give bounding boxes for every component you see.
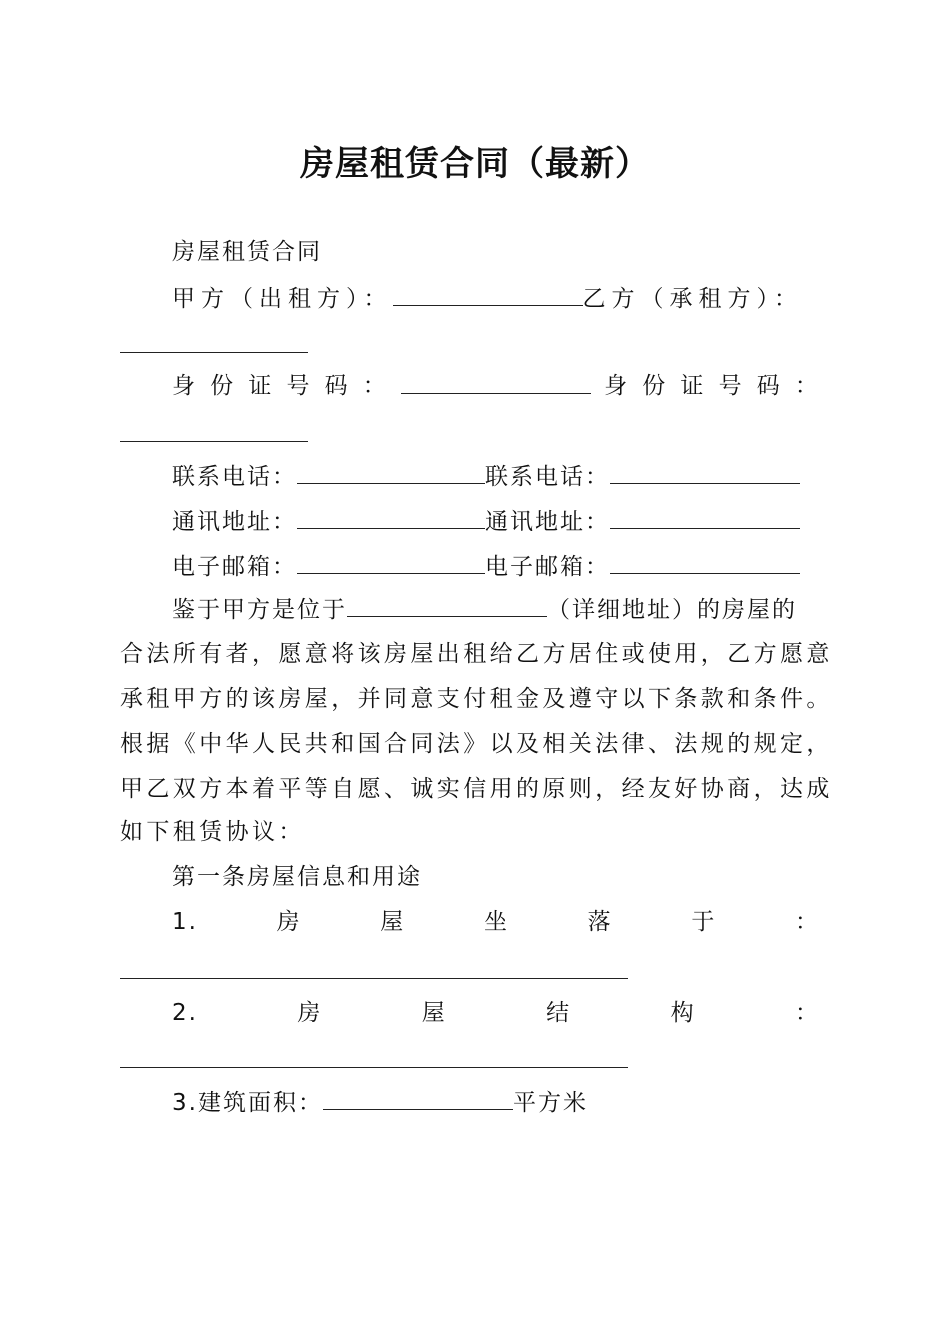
item-2-line xyxy=(172,998,820,1028)
area-label: 3.建筑面积： xyxy=(172,1090,323,1116)
paragraph-line: 甲乙双方本着平等自愿、诚实信用的原则，经友好协商，达成 xyxy=(120,776,833,802)
phone-a-blank[interactable] xyxy=(297,461,485,484)
item-char: ： xyxy=(794,1000,820,1026)
party-line xyxy=(172,283,803,314)
phone-b-blank[interactable] xyxy=(610,461,800,484)
paragraph-line: 承租甲方的该房屋，并同意支付租金及遵守以下条款和条件。 xyxy=(120,686,833,712)
item-char: 屋 xyxy=(421,1000,447,1026)
id-char: 份 xyxy=(210,373,236,399)
address-label-b: 通讯地址： xyxy=(485,509,610,535)
item-1-line xyxy=(172,907,820,937)
id-char: 证 xyxy=(248,373,274,399)
contact-email-line xyxy=(172,551,800,582)
area-blank[interactable] xyxy=(323,1087,513,1110)
id-char: 号 xyxy=(718,373,744,399)
phone-label-b: 联系电话： xyxy=(485,464,610,490)
area-unit: 平方米 xyxy=(512,1090,588,1116)
item-char: 2. xyxy=(172,1000,198,1026)
address-detail-blank[interactable] xyxy=(347,594,547,617)
id-char: 码 xyxy=(324,373,350,399)
item-char: 落 xyxy=(587,909,613,935)
id-char: 证 xyxy=(680,373,706,399)
id-char: 码 xyxy=(756,373,782,399)
location-blank[interactable] xyxy=(120,978,628,979)
item-3-line xyxy=(172,1087,588,1118)
id-char: 份 xyxy=(642,373,668,399)
id-line xyxy=(172,371,820,401)
paragraph-first-line xyxy=(172,594,797,625)
party-a-blank[interactable] xyxy=(393,283,583,306)
id-char: ： xyxy=(794,373,820,399)
id-char: 号 xyxy=(286,373,312,399)
item-char: 结 xyxy=(546,1000,572,1026)
email-b-blank[interactable] xyxy=(610,551,800,574)
contact-address-line xyxy=(172,506,800,537)
subtitle: 房屋租赁合同 xyxy=(172,239,322,265)
id-char: 身 xyxy=(172,373,197,399)
address-label-a: 通讯地址： xyxy=(172,509,297,535)
id-b-blank[interactable] xyxy=(120,441,308,442)
item-char: 屋 xyxy=(380,909,406,935)
party-b-label: 乙方（承租方）： xyxy=(582,286,803,312)
id-char: 身 xyxy=(604,373,630,399)
contact-phone-line xyxy=(172,461,800,492)
article-1-heading: 第一条房屋信息和用途 xyxy=(172,864,422,890)
item-char: ： xyxy=(794,909,820,935)
email-label-a: 电子邮箱： xyxy=(172,554,297,580)
paragraph-line: 根据《中华人民共和国合同法》以及相关法律、法规的规定， xyxy=(120,731,833,757)
address-b-blank[interactable] xyxy=(610,506,800,529)
structure-blank[interactable] xyxy=(120,1067,628,1068)
phone-label-a: 联系电话： xyxy=(172,464,297,490)
paragraph-suffix: （详细地址）的房屋的 xyxy=(547,597,797,623)
item-char: 房 xyxy=(297,1000,323,1026)
paragraph-prefix: 鉴于甲方是位于 xyxy=(172,597,347,623)
item-char: 构 xyxy=(670,1000,696,1026)
item-char: 坐 xyxy=(483,909,509,935)
document-title: 房屋租赁合同（最新） xyxy=(300,144,650,184)
party-a-label: 甲方（出租方）： xyxy=(172,286,393,312)
item-char: 1. xyxy=(172,909,198,935)
email-a-blank[interactable] xyxy=(297,551,485,574)
id-char: ： xyxy=(362,373,388,399)
item-char: 于 xyxy=(691,909,717,935)
address-a-blank[interactable] xyxy=(297,506,485,529)
paragraph-line: 合法所有者，愿意将该房屋出租给乙方居住或使用，乙方愿意 xyxy=(120,641,833,667)
party-b-blank[interactable] xyxy=(120,352,308,353)
id-a-blank[interactable] xyxy=(401,371,591,394)
email-label-b: 电子邮箱： xyxy=(485,554,610,580)
paragraph-line: 如下租赁协议： xyxy=(120,819,305,845)
item-char: 房 xyxy=(276,909,302,935)
